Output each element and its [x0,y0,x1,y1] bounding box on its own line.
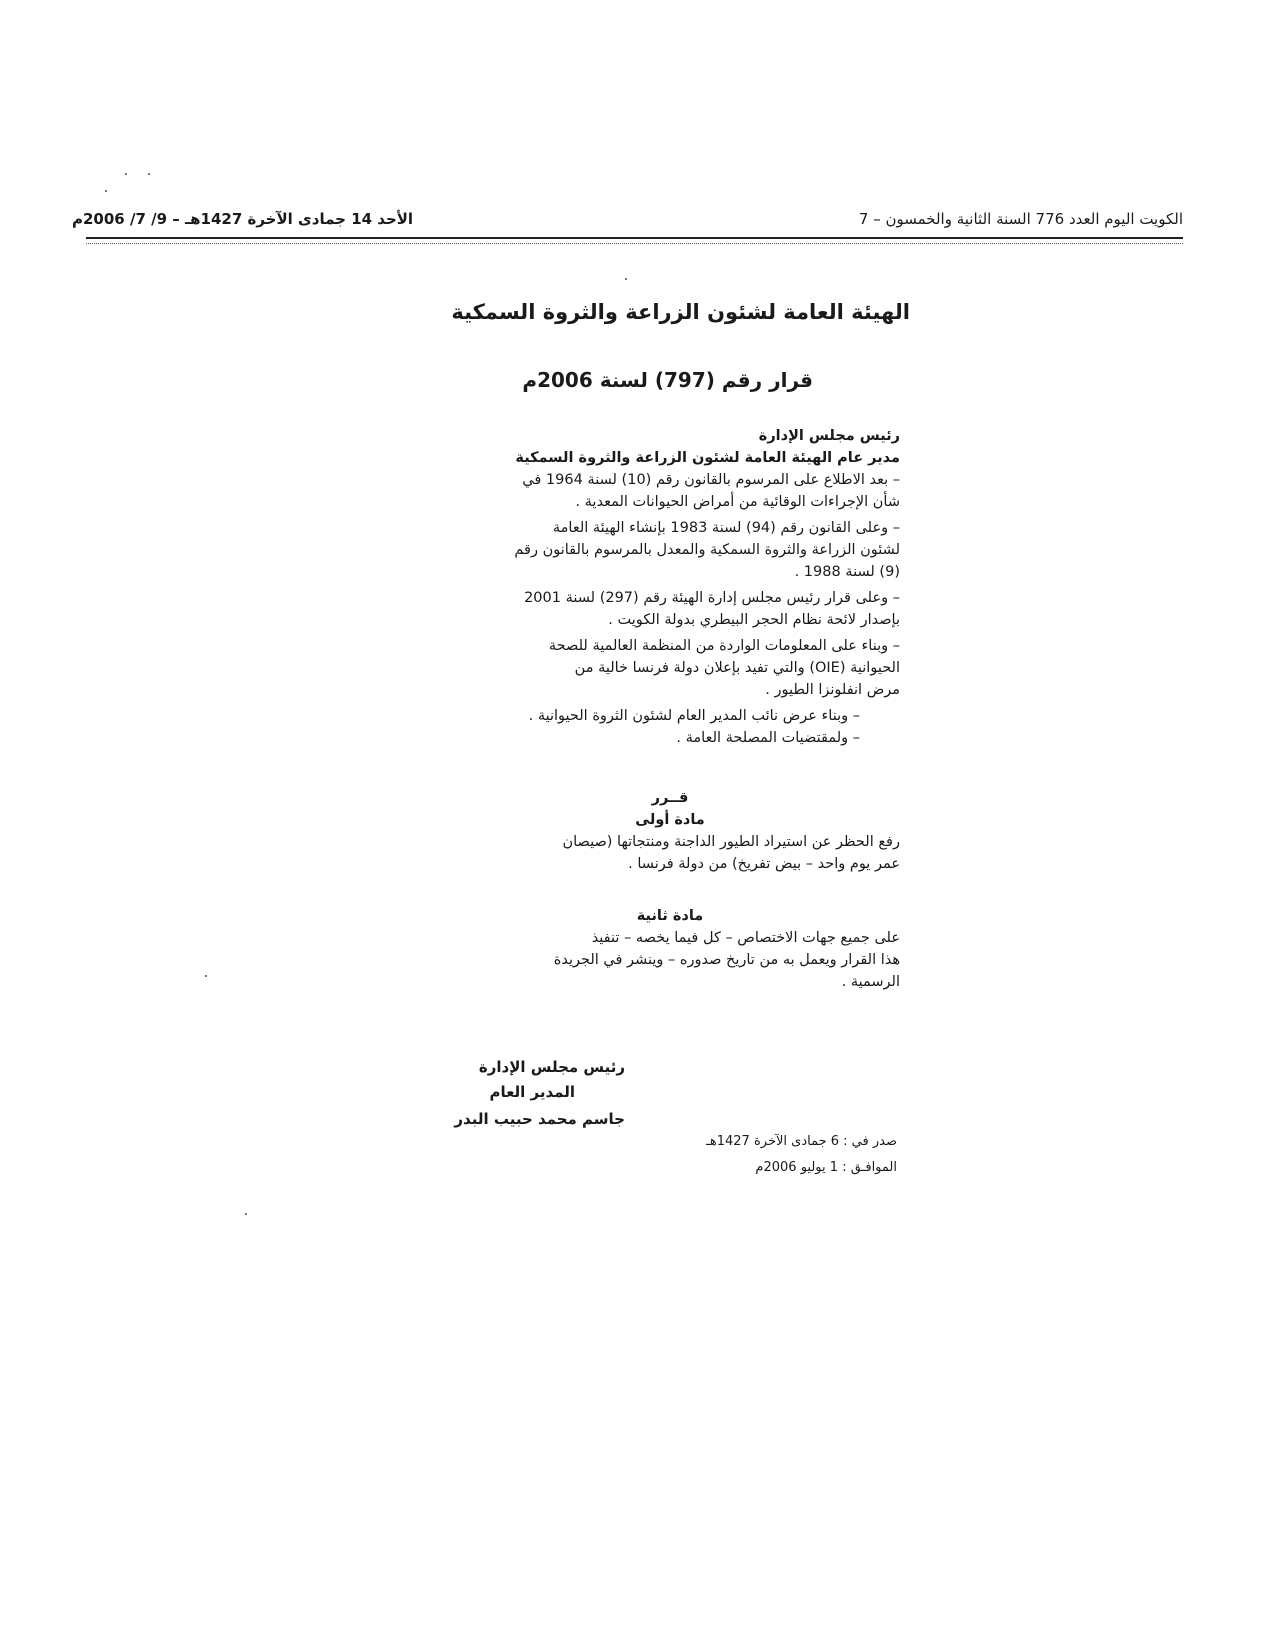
clause-line: الحيوانية (OIE) والتي تفيد بإعلان دولة فرنسا خالية من [574,660,900,676]
scan-speck [105,190,107,192]
clause-line: (9) لسنة 1988 . [794,564,900,580]
preamble-role-director: مدير عام الهيئة العامة لشئون الزراعة والثروة السمكية [515,450,900,466]
clause-line: – وعلى القانون رقم (94) لسنة 1983 بإنشاء الهيئة العامة [552,520,900,536]
preamble-clause-5: – وبناء عرض نائب المدير العام لشئون الثروة الحيوانية . [528,708,860,724]
decree-body [400,425,900,993]
preamble-role-chairman: رئيس مجلس الإدارة [758,428,900,444]
gazette-issue-header: الكويت اليوم العدد 776 السنة الثانية والخمسون – 7 [858,210,1183,228]
scan-speck [205,975,207,977]
preamble-clause-4 [400,635,900,701]
scan-speck [245,1213,247,1215]
decree-title: قرار رقم (797) لسنة 2006م [522,368,813,392]
preamble-clause-1 [400,469,900,513]
gazette-date-header: الأحد 14 جمادى الآخرة 1427هـ – 9/ 7/ 2006م [72,210,414,228]
decided-heading: قــرر [651,790,689,806]
article-1-title: مادة أولى [635,812,705,828]
preamble-clause-2 [400,517,900,583]
signature-director-title: المدير العام [489,1083,575,1101]
clause-line: بإصدار لائحة نظام الحجر البيطري بدولة الكويت . [608,612,900,628]
article-1-line: عمر يوم واحد – بيض تفريخ) من دولة فرنسا . [628,856,900,872]
scan-speck [625,278,627,280]
scan-speck [148,173,150,175]
article-2-title: مادة ثانية [636,908,704,924]
signature-name: جاسم محمد حبيب البدر [454,1110,625,1128]
article-2-line: على جميع جهات الاختصاص – كل فيما يخصه – تنفيذ [591,930,900,946]
preamble-clause-3 [400,587,900,631]
issued-hijri-date: صدر في : 6 جمادى الآخرة 1427هـ [706,1134,897,1149]
clause-line: لشئون الزراعة والثروة السمكية والمعدل بالمرسوم بالقانون رقم [514,542,900,558]
clause-line: شأن الإجراءات الوقائية من أمراض الحيوانات المعدية . [575,494,900,510]
clause-line: – بعد الاطلاع على المرسوم بالقانون رقم (10) لسنة 1964 في [522,472,900,488]
article-2-line: الرسمية . [841,974,900,990]
header-rule [86,237,1183,239]
clause-line: – وبناء على المعلومات الواردة من المنظمة العالمية للصحة [548,638,900,654]
issued-gregorian-date: الموافـق : 1 يوليو 2006م [755,1160,897,1175]
scan-speck [125,173,127,175]
clause-line: – وعلى قرار رئيس مجلس إدارة الهيئة رقم (297) لسنة 2001 [524,590,900,606]
agency-title: الهيئة العامة لشئون الزراعة والثروة السمكية [451,300,910,324]
article-2-line: هذا القرار ويعمل به من تاريخ صدوره – وينشر في الجريدة [553,952,900,968]
signature-chairman-title: رئيس مجلس الإدارة [478,1058,625,1076]
clause-line: مرض انفلونزا الطيور . [765,682,900,698]
article-1-line: رفع الحظر عن استيراد الطيور الداجنة ومنتجاتها (صيصان [562,834,900,850]
header-rule-dotted [86,243,1183,244]
preamble-clause-6: – ولمقتضيات المصلحة العامة . [676,730,860,746]
